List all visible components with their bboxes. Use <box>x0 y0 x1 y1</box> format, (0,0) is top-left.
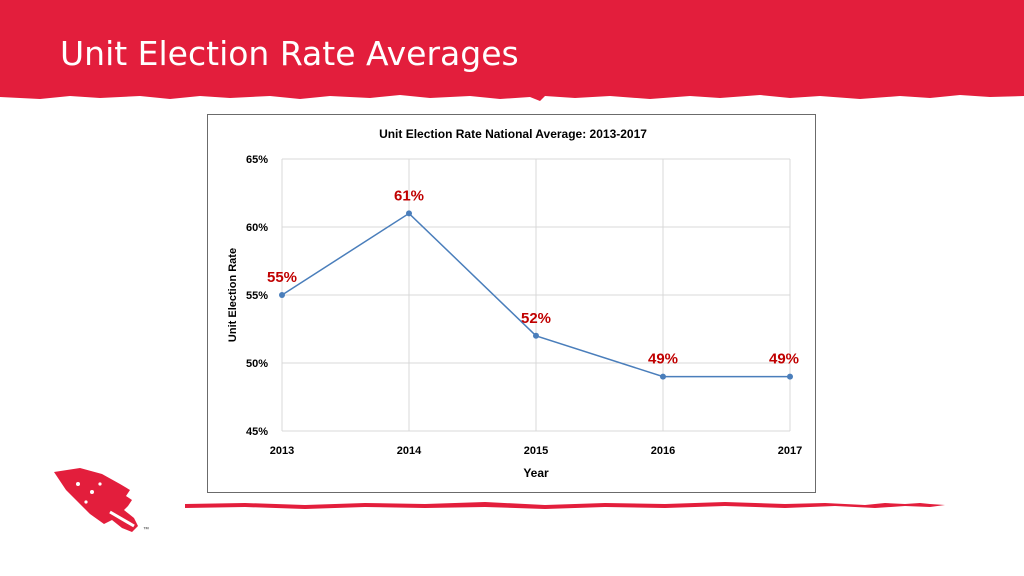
x-tick-label: 2013 <box>269 445 295 457</box>
data-label: 52% <box>520 309 552 327</box>
y-axis-label: Unit Election Rate <box>227 247 239 343</box>
footer-brush-stroke <box>185 498 945 514</box>
x-tick-label: 2014 <box>396 445 422 457</box>
x-tick-label: 2015 <box>523 445 549 457</box>
y-tick-label: 50% <box>245 358 268 370</box>
chart-title: Unit Election Rate National Average: 2013-2017 <box>379 127 647 141</box>
y-tick-label: 45% <box>245 426 268 438</box>
y-tick-label: 60% <box>245 222 268 234</box>
y-tick-label: 55% <box>245 290 268 302</box>
arrowhead-logo-icon <box>50 466 142 538</box>
data-label: 55% <box>266 269 298 286</box>
x-tick-label: 2016 <box>650 445 676 457</box>
data-point <box>406 210 412 216</box>
page-title: Unit Election Rate Averages <box>60 34 519 73</box>
header-banner <box>0 0 1024 100</box>
data-point <box>533 333 539 339</box>
data-point <box>660 374 666 380</box>
chart-frame <box>207 114 816 493</box>
data-point <box>787 374 793 380</box>
x-tick-label: 2017 <box>777 445 803 457</box>
data-point <box>279 292 285 298</box>
y-tick-label: 65% <box>245 154 268 166</box>
data-label: 61% <box>393 187 425 205</box>
data-label: 49% <box>768 350 800 368</box>
trademark-symbol: ™ <box>143 527 149 533</box>
line-chart <box>208 115 815 492</box>
x-axis-label: Year <box>523 466 549 480</box>
data-label: 49% <box>647 350 679 368</box>
